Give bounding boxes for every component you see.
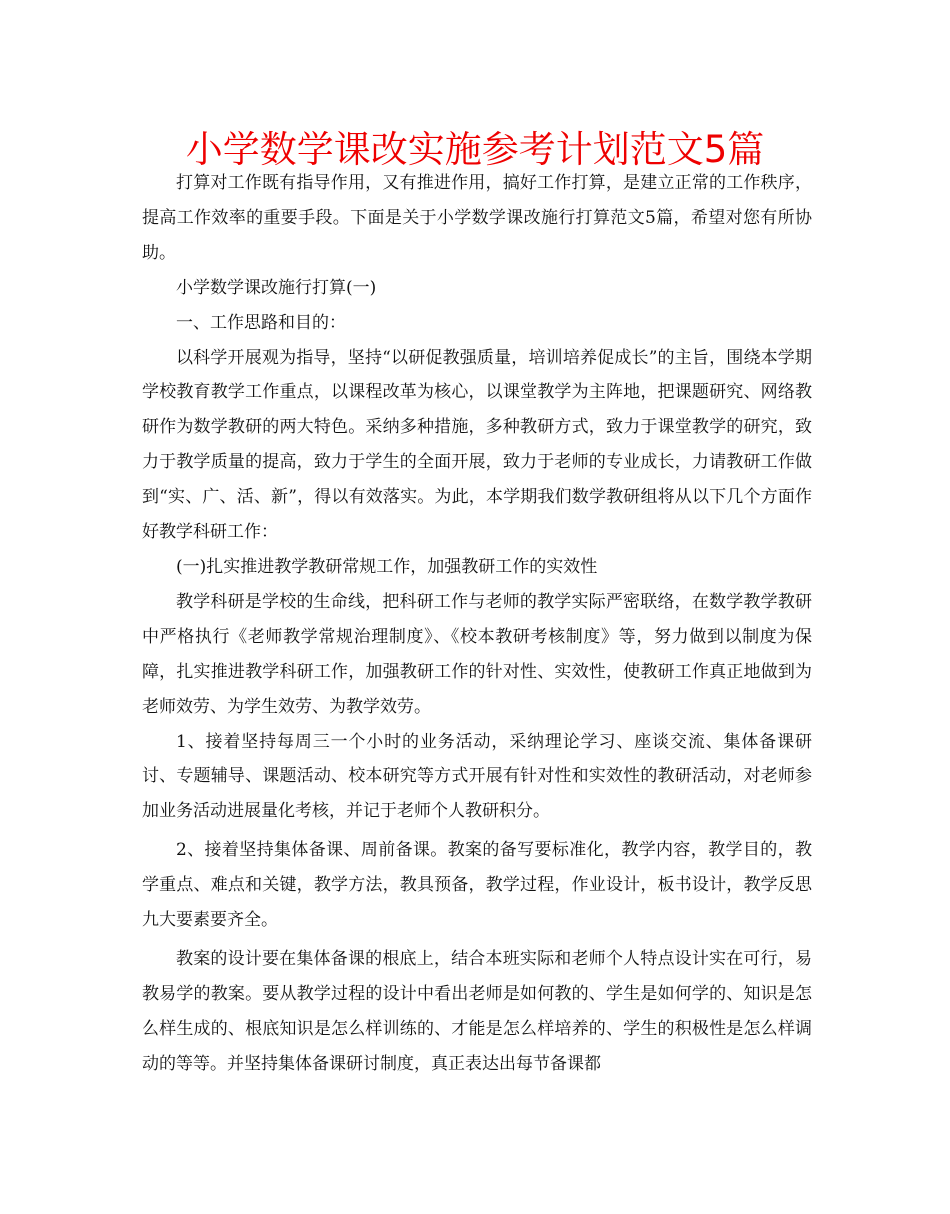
body-paragraph: 教学科研是学校的生命线，把科研工作与老师的教学实际严密联络，在数学教学教研中严格执行《老师教学常规治理制度》、《校本教研考核制度》等，努力做到以制度为保障，扎实推进教学科研工作，加强教研工作的针对性、实效性，使教研工作真正地做到为老师效劳、为学生效劳、为教学效劳。 <box>142 591 812 717</box>
document-title: 小学数学课改实施参考计划范文5篇 <box>185 128 765 171</box>
body-paragraph: 教案的设计要在集体备课的根底上，结合本班实际和老师个人特点设计实在可行，易教易学的教案。要从教学过程的设计中看出老师是如何教的、学生是如何学的、知识是怎么样生成的、根底知识是怎么样训练的、才能是怎么样培养的、学生的积极性是怎么样调动的等等。并坚持集体备课研讨制度，真正表达出每节备课都 <box>142 948 812 1074</box>
list-item: 1、接着坚持每周三一个小时的业务活动，采纳理论学习、座谈交流、集体备课研讨、专题辅导、课题活动、校本研究等方式开展有针对性和实效性的教研活动，对老师参加业务活动进展量化考核，并记于老师个人教研积分。 <box>142 731 812 822</box>
document-body <box>142 166 812 1082</box>
body-paragraph: 以科学开展观为指导，坚持“以研促教强质量，培训培养促成长”的主旨，围绕本学期学校教育教学工作重点，以课程改革为核心，以课堂教学为主阵地，把课题研究、网络教研作为数学教研的两大特色。采纳多种措施，多种教研方式，致力于课堂教学的研究，致力于教学质量的提高，致力于学生的全面开展，致力于老师的专业成长，力请教研工作做到“实、广、活、新”，得以有效落实。为此，本学期我们数学教研组将从以下几个方面作好教学科研工作： <box>142 347 812 543</box>
section-heading: 小学数学课改施行打算(一) <box>176 277 377 298</box>
subsection-heading: 一、工作思路和目的： <box>176 312 346 333</box>
subsection-heading: (一)扎实推进教学教研常规工作，加强教研工作的实效性 <box>176 556 598 577</box>
intro-paragraph: 打算对工作既有指导作用，又有推进作用，搞好工作打算，是建立正常的工作秩序，提高工作效率的重要手段。下面是关于小学数学课改施行打算范文5篇，希望对您有所协助。 <box>142 173 812 263</box>
list-item: 2、接着坚持集体备课、周前备课。教案的备写要标准化，教学内容，教学目的，教学重点、难点和关键，教学方法，教具预备，教学过程，作业设计，板书设计，教学反思九大要素要齐全。 <box>142 840 812 931</box>
